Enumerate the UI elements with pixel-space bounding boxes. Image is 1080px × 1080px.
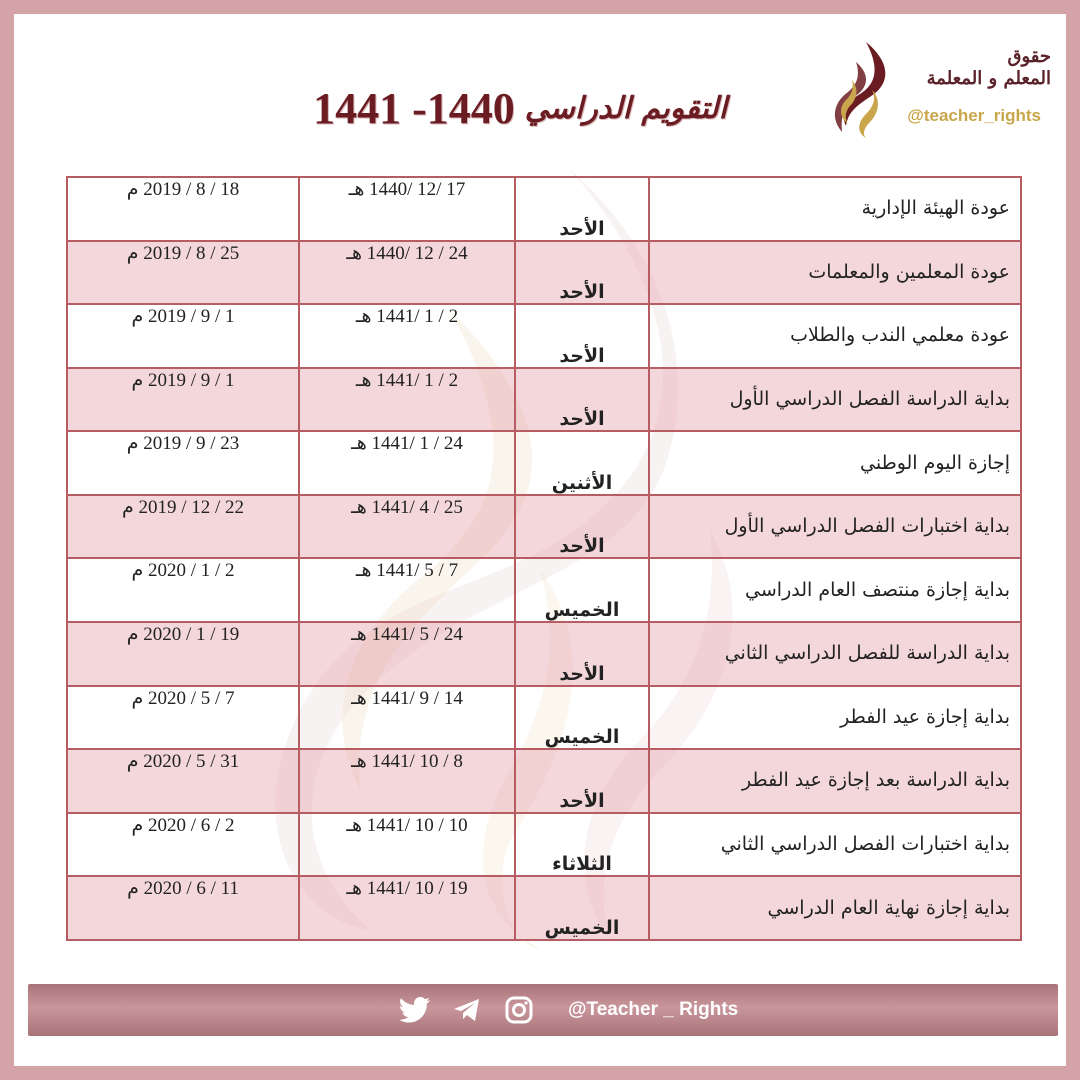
event-cell: بداية الدراسة بعد إجازة عيد الفطر [649, 749, 1021, 813]
hijri-date-cell: 7 / 5 /1441 هـ [299, 558, 515, 622]
gregorian-date-cell: 7 / 5 / 2020 م [67, 686, 299, 750]
event-cell: بداية إجازة عيد الفطر [649, 686, 1021, 750]
table-row [67, 304, 1021, 368]
table-row [67, 241, 1021, 305]
hijri-date-cell: 8 / 10 /1441 هـ [299, 749, 515, 813]
event-cell: إجازة اليوم الوطني [649, 431, 1021, 495]
table-row [67, 495, 1021, 559]
gregorian-date-cell: 18 / 8 / 2019 م [67, 177, 299, 241]
twitter-icon[interactable] [398, 995, 432, 1025]
event-cell: بداية اختبارات الفصل الدراسي الأول [649, 495, 1021, 559]
title-words: التقويم الدراسي [524, 90, 727, 126]
table-row [67, 876, 1021, 940]
day-cell: الخميس [515, 686, 649, 750]
day-cell: الثلاثاء [515, 813, 649, 877]
table-row [67, 749, 1021, 813]
day-cell: الأحد [515, 495, 649, 559]
brand-title-line1: حقوق [1007, 46, 1051, 67]
event-cell: بداية إجازة نهاية العام الدراسي [649, 876, 1021, 940]
brand-title [891, 46, 1051, 90]
day-cell: الأحد [515, 622, 649, 686]
event-cell: عودة المعلمين والمعلمات [649, 241, 1021, 305]
hijri-date-cell: 14 / 9 /1441 هـ [299, 686, 515, 750]
hijri-date-cell: 2 / 1 /1441 هـ [299, 368, 515, 432]
calendar-table [66, 176, 1022, 941]
day-cell: الخميس [515, 558, 649, 622]
table-row [67, 431, 1021, 495]
gregorian-date-cell: 1 / 9 / 2019 م [67, 368, 299, 432]
day-cell: الأحد [515, 368, 649, 432]
hijri-date-cell: 2 / 1 /1441 هـ [299, 304, 515, 368]
hijri-date-cell: 25 / 4 /1441 هـ [299, 495, 515, 559]
gregorian-date-cell: 2 / 6 / 2020 م [67, 813, 299, 877]
hijri-date-cell: 24 / 1 /1441 هـ [299, 431, 515, 495]
brand-mark-icon [826, 40, 896, 138]
gregorian-date-cell: 23 / 9 / 2019 م [67, 431, 299, 495]
day-cell: الأحد [515, 241, 649, 305]
brand-title-line2: المعلم و المعلمة [926, 68, 1051, 89]
event-cell: عودة معلمي الندب والطلاب [649, 304, 1021, 368]
gregorian-date-cell: 22 / 12 / 2019 م [67, 495, 299, 559]
page-title [310, 78, 730, 138]
hijri-date-cell: 17 /12 /1440 هـ [299, 177, 515, 241]
brand-logo [826, 40, 1051, 140]
gregorian-date-cell: 11 / 6 / 2020 م [67, 876, 299, 940]
telegram-icon[interactable] [450, 995, 484, 1025]
day-cell: الأحد [515, 749, 649, 813]
hijri-date-cell: 24 / 12 /1440 هـ [299, 241, 515, 305]
instagram-icon[interactable] [502, 995, 536, 1025]
gregorian-date-cell: 31 / 5 / 2020 م [67, 749, 299, 813]
hijri-date-cell: 19 / 10 /1441 هـ [299, 876, 515, 940]
day-cell: الخميس [515, 876, 649, 940]
table-row [67, 622, 1021, 686]
hijri-date-cell: 10 / 10 /1441 هـ [299, 813, 515, 877]
event-cell: بداية إجازة منتصف العام الدراسي [649, 558, 1021, 622]
footer-bar [28, 984, 1058, 1036]
title-years: 1441 -1440 [313, 83, 515, 133]
event-cell: بداية اختبارات الفصل الدراسي الثاني [649, 813, 1021, 877]
footer-social [398, 994, 738, 1026]
table-row [67, 686, 1021, 750]
day-cell: الأثنين [515, 431, 649, 495]
day-cell: الأحد [515, 177, 649, 241]
gregorian-date-cell: 25 / 8 / 2019 م [67, 241, 299, 305]
gregorian-date-cell: 1 / 9 / 2019 م [67, 304, 299, 368]
hijri-date-cell: 24 / 5 /1441 هـ [299, 622, 515, 686]
event-cell: عودة الهيئة الإدارية [649, 177, 1021, 241]
event-cell: بداية الدراسة الفصل الدراسي الأول [649, 368, 1021, 432]
calendar-body [67, 177, 1021, 940]
gregorian-date-cell: 2 / 1 / 2020 م [67, 558, 299, 622]
event-cell: بداية الدراسة للفصل الدراسي الثاني [649, 622, 1021, 686]
day-cell: الأحد [515, 304, 649, 368]
table-row [67, 558, 1021, 622]
gregorian-date-cell: 19 / 1 / 2020 م [67, 622, 299, 686]
footer-handle[interactable]: @Teacher _ Rights [568, 999, 739, 1020]
brand-handle: @teacher_rights [907, 106, 1041, 125]
table-row [67, 368, 1021, 432]
table-row [67, 177, 1021, 241]
table-row [67, 813, 1021, 877]
